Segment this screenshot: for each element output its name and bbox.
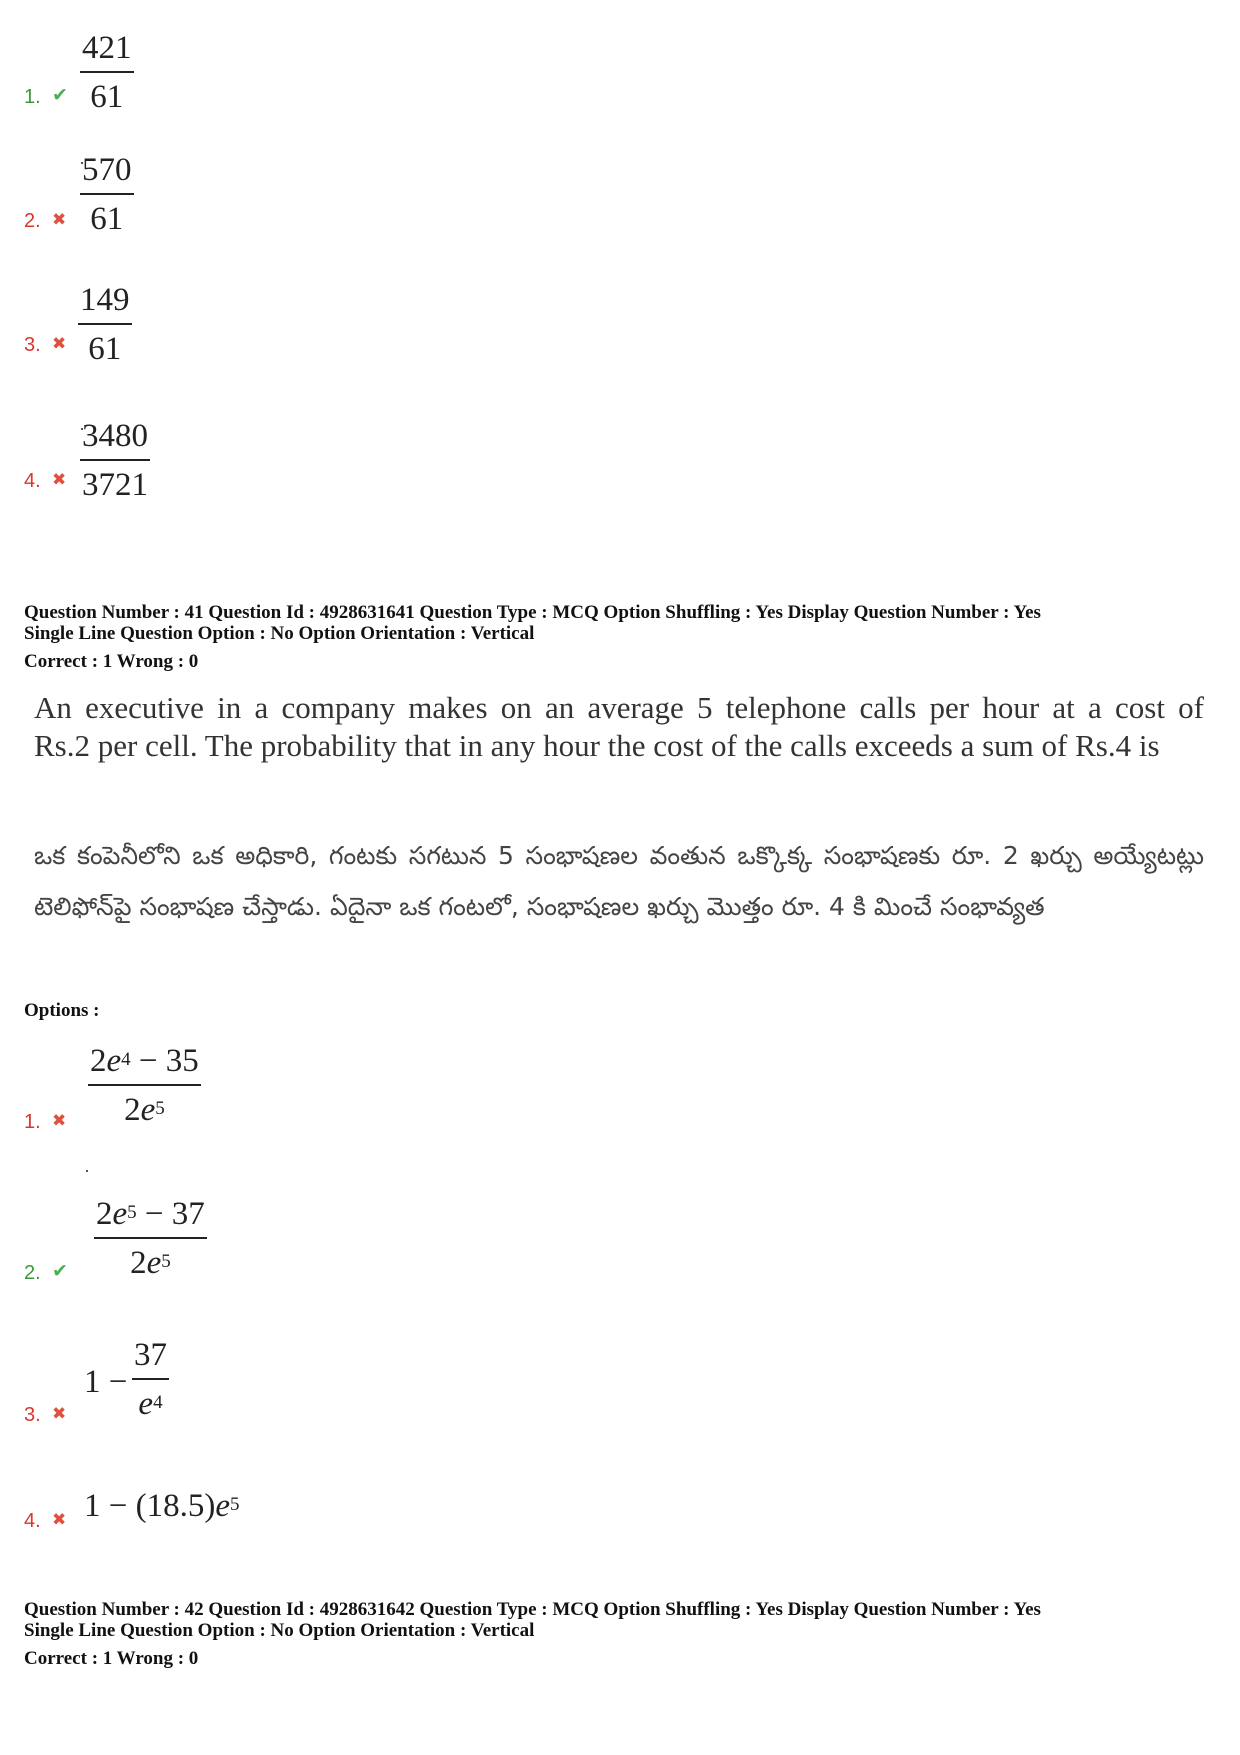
- option-number: 1.: [24, 86, 41, 108]
- question-text-line2: Rs.2 per cell. The probability that in any hour the cost of the calls exceeds a sum of Rs.4 is: [34, 728, 1160, 763]
- question-text-telugu: ఒక కంపెనీలోని ఒక అధికారి, గంటకు సగటున 5 సంభాషణల వంతున ఒక్కొక్క సంభాషణకు రూ. 2 ఖర్చు అయ్యేటట్లు టెలిఫోన్‌పై సంభాషణ చేస్తాడు. ఏదైనా ఒక గంటలో, సంభాషణల ఖర్చు మొత్తం రూ. 4 కి మించే సంభావ్యత: [34, 841, 1204, 921]
- option-number: 2.: [24, 1262, 41, 1284]
- cross-icon: ✖: [52, 1510, 67, 1530]
- prev-option-1: [24, 28, 1124, 118]
- option-number: 4.: [24, 470, 41, 492]
- exponent: 5: [230, 1494, 240, 1515]
- fraction: [94, 1198, 207, 1280]
- denominator: 61: [90, 79, 124, 115]
- denominator: 3721: [82, 467, 148, 503]
- expression-term: 1 − (18.5): [84, 1488, 216, 1524]
- exponent: 4: [121, 1049, 131, 1070]
- denominator: 61: [90, 201, 124, 237]
- coef: 2: [130, 1245, 147, 1281]
- numerator: [94, 1198, 207, 1239]
- coef: 2: [96, 1196, 113, 1232]
- term: − 37: [136, 1196, 205, 1232]
- fraction: [80, 154, 134, 236]
- question-meta-line1: Question Number : 41 Question Id : 4928631641 Question Type : MCQ Option Shuffling : Yes Display Question Number : Yes: [24, 602, 1041, 623]
- cross-icon: ✖: [52, 334, 67, 354]
- next-question-score-line: Correct : 1 Wrong : 0: [24, 1648, 199, 1669]
- cross-icon: ✖: [52, 470, 67, 490]
- leading-term: 1 −: [84, 1364, 128, 1400]
- fraction: [88, 1045, 201, 1127]
- cross-icon: ✖: [52, 210, 67, 230]
- denominator: 61: [88, 331, 122, 367]
- exponent: 5: [161, 1251, 171, 1272]
- coef: 2: [124, 1092, 141, 1128]
- variable: e: [146, 1245, 162, 1281]
- question-meta-line2: Single Line Question Option : No Option Orientation : Vertical: [24, 623, 535, 644]
- numerator: [88, 1045, 201, 1086]
- exponent: 4: [153, 1392, 163, 1413]
- numerator: 421: [80, 32, 134, 73]
- prev-option-2: [24, 150, 1124, 240]
- numerator: 3480: [80, 420, 150, 461]
- numerator: 37: [132, 1339, 169, 1380]
- variable: e: [112, 1196, 128, 1232]
- option-number: 4.: [24, 1510, 41, 1532]
- next-question-meta-line2: Single Line Question Option : No Option Orientation : Vertical: [24, 1620, 535, 1641]
- prev-option-3: [24, 282, 1124, 378]
- question-score-line: Correct : 1 Wrong : 0: [24, 651, 199, 672]
- option-2: [24, 1170, 1124, 1290]
- option-3: [24, 1337, 1124, 1440]
- cross-icon: ✖: [52, 1111, 67, 1131]
- option-number: 3.: [24, 334, 41, 356]
- denominator: [130, 1239, 171, 1280]
- term: − 35: [130, 1043, 199, 1079]
- question-text-line1: An executive in a company makes on an average 5 telephone calls per hour at a cost of: [34, 690, 1204, 725]
- expression: [84, 1488, 240, 1525]
- exponent: 5: [155, 1098, 165, 1119]
- fraction: [80, 420, 150, 502]
- cross-icon: ✖: [52, 1404, 67, 1424]
- exponent: 5: [127, 1202, 137, 1223]
- option-number: 1.: [24, 1111, 41, 1133]
- next-question-meta-line1: Question Number : 42 Question Id : 4928631642 Question Type : MCQ Option Shuffling : Yes Display Question Number : Yes: [24, 1599, 1041, 1620]
- option-4: [24, 1480, 1124, 1550]
- fraction: [80, 32, 134, 114]
- option-number: 2.: [24, 210, 41, 232]
- check-icon: ✔: [52, 84, 68, 106]
- variable: e: [140, 1092, 156, 1128]
- variable: e: [138, 1386, 154, 1422]
- denominator: [138, 1380, 162, 1421]
- option-1: [24, 1035, 1124, 1145]
- coef: 2: [90, 1043, 107, 1079]
- question-text-english: [34, 689, 1204, 765]
- stray-dot: [86, 1170, 88, 1172]
- options-heading: Options :: [24, 1000, 100, 1021]
- fraction: [132, 1339, 169, 1421]
- numerator: 149: [78, 284, 132, 325]
- check-icon: ✔: [52, 1260, 68, 1282]
- denominator: [124, 1086, 165, 1127]
- numerator: 570: [80, 154, 134, 195]
- option-number: 3.: [24, 1404, 41, 1426]
- prev-option-4: [24, 418, 1124, 518]
- variable: e: [106, 1043, 122, 1079]
- fraction: [78, 284, 132, 366]
- variable: e: [215, 1488, 230, 1524]
